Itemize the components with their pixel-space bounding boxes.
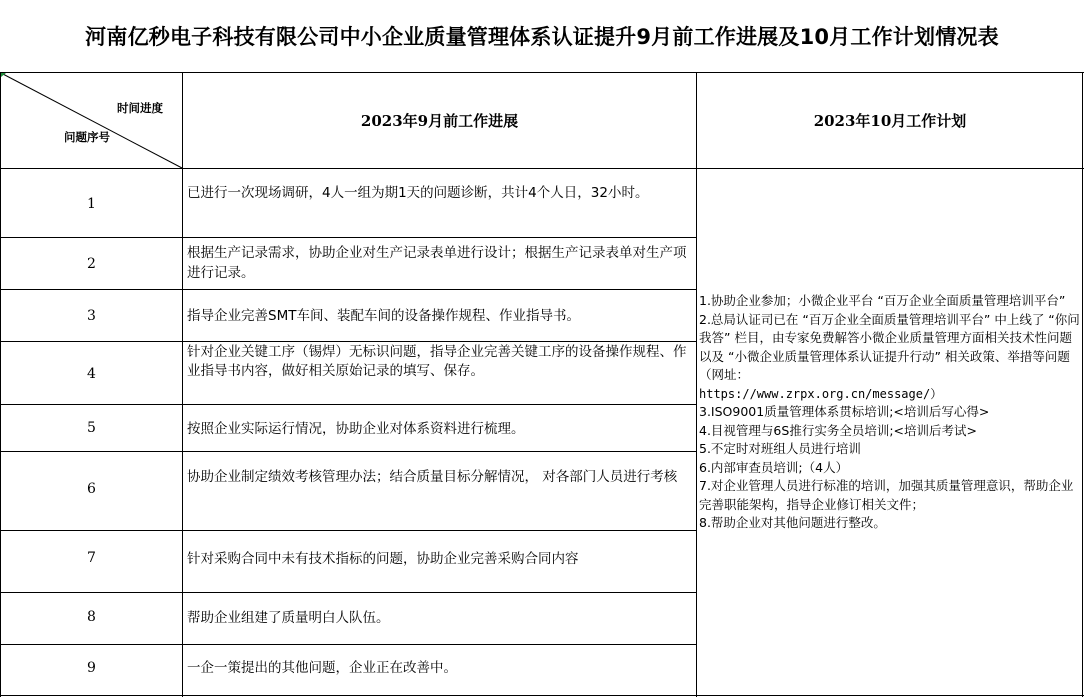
row-divider — [0, 237, 697, 238]
plan-item: 7.对企业管理人员进行标准的培训，加强其质量管理意识，帮助企业完善职能架构，指导企业修订相关文件； — [699, 478, 1074, 512]
row-number: 8 — [87, 609, 96, 625]
row-progress-text: 针对采购合同中未有技术指标的问题，协助企业完善采购合同内容 — [187, 551, 579, 567]
row-number: 1 — [87, 196, 96, 212]
page-title: 河南亿秒电子科技有限公司中小企业质量管理体系认证提升9月前工作进展及10月工作计划情况表 — [85, 25, 999, 49]
row-number: 3 — [87, 308, 96, 324]
corner-time-label: 时间进度 — [117, 101, 163, 115]
row-number: 9 — [87, 660, 96, 676]
plan-item: 3.ISO9001质量管理体系贯标培训;<培训后写心得> — [699, 404, 990, 419]
plan-item: 1.协助企业参加；小微企业平台 “百万企业全面质量管理培训平台” — [699, 293, 1066, 308]
plan-item: 8.帮助企业对其他问题进行整改。 — [699, 515, 886, 530]
table-border-bottom — [0, 695, 1084, 696]
corner-number-label: 问题序号 — [64, 130, 110, 144]
row-number: 7 — [87, 550, 96, 566]
row-number: 6 — [87, 481, 96, 497]
row-progress-text: 帮助企业组建了质量明白人队伍。 — [187, 610, 390, 626]
row-progress-text: 指导企业完善SMT车间、装配车间的设备操作规程、作业指导书。 — [187, 308, 580, 324]
plan-item: 6.内部审查员培训;（4人） — [699, 459, 849, 475]
plan-item: 4.目视管理与6S推行实务全员培训;<培训后考试> — [699, 422, 977, 438]
plan-item-url: https://www.zrpx.org.cn/message/） — [699, 386, 943, 401]
row-divider — [0, 644, 697, 645]
row-divider — [0, 404, 697, 405]
header-plan: 2023年10月工作计划 — [813, 112, 967, 130]
row-progress-text: 按照企业实际运行情况，协助企业对体系资料进行梳理。 — [187, 421, 525, 437]
col-divider-2 — [696, 72, 697, 697]
plan-item: 5.不定时对班组人员进行培训 — [699, 441, 861, 456]
plan-item: 2.总局认证司已在 “百万企业全面质量管理培训平台” 中上线了 “你问我答” 栏目，由专家免费解答小微企业质量管理方面相关技术性问题以及 “小微企业质量管理体系认证提升行动” 相关政策、举措等问题（网址： — [699, 311, 1080, 382]
row-divider — [0, 289, 697, 290]
progress-table — [0, 72, 1084, 697]
row-number: 2 — [87, 256, 96, 272]
row-number: 5 — [87, 420, 96, 436]
row-divider — [0, 530, 697, 531]
row-progress-text: 一企一策提出的其他问题，企业正在改善中。 — [187, 660, 457, 676]
corner-diagonal — [0, 72, 183, 169]
plan-list — [699, 292, 1081, 533]
row-progress-text: 已进行一次现场调研，4人一组为期1天的问题诊断，共计4个人日，32小时。 — [187, 185, 649, 201]
row-number: 4 — [87, 366, 96, 382]
row-progress-text: 根据生产记录需求，协助企业对生产记录表单进行设计；根据生产记录表单对生产项进行记录。 — [187, 245, 687, 281]
header-progress: 2023年9月前工作进展 — [360, 112, 519, 130]
row-divider — [0, 341, 697, 342]
row-progress-text: 针对企业关键工序（锡焊）无标识问题，指导企业完善关键工序的设备操作规程、作业指导书内容，做好相关原始记录的填写、保存。 — [187, 344, 687, 379]
row-divider — [0, 451, 697, 452]
table-border-right — [1082, 72, 1083, 697]
row-progress-text: 协助企业制定绩效考核管理办法；结合质量目标分解情况， 对各部门人员进行考核 — [187, 469, 678, 485]
row-divider — [0, 592, 697, 593]
